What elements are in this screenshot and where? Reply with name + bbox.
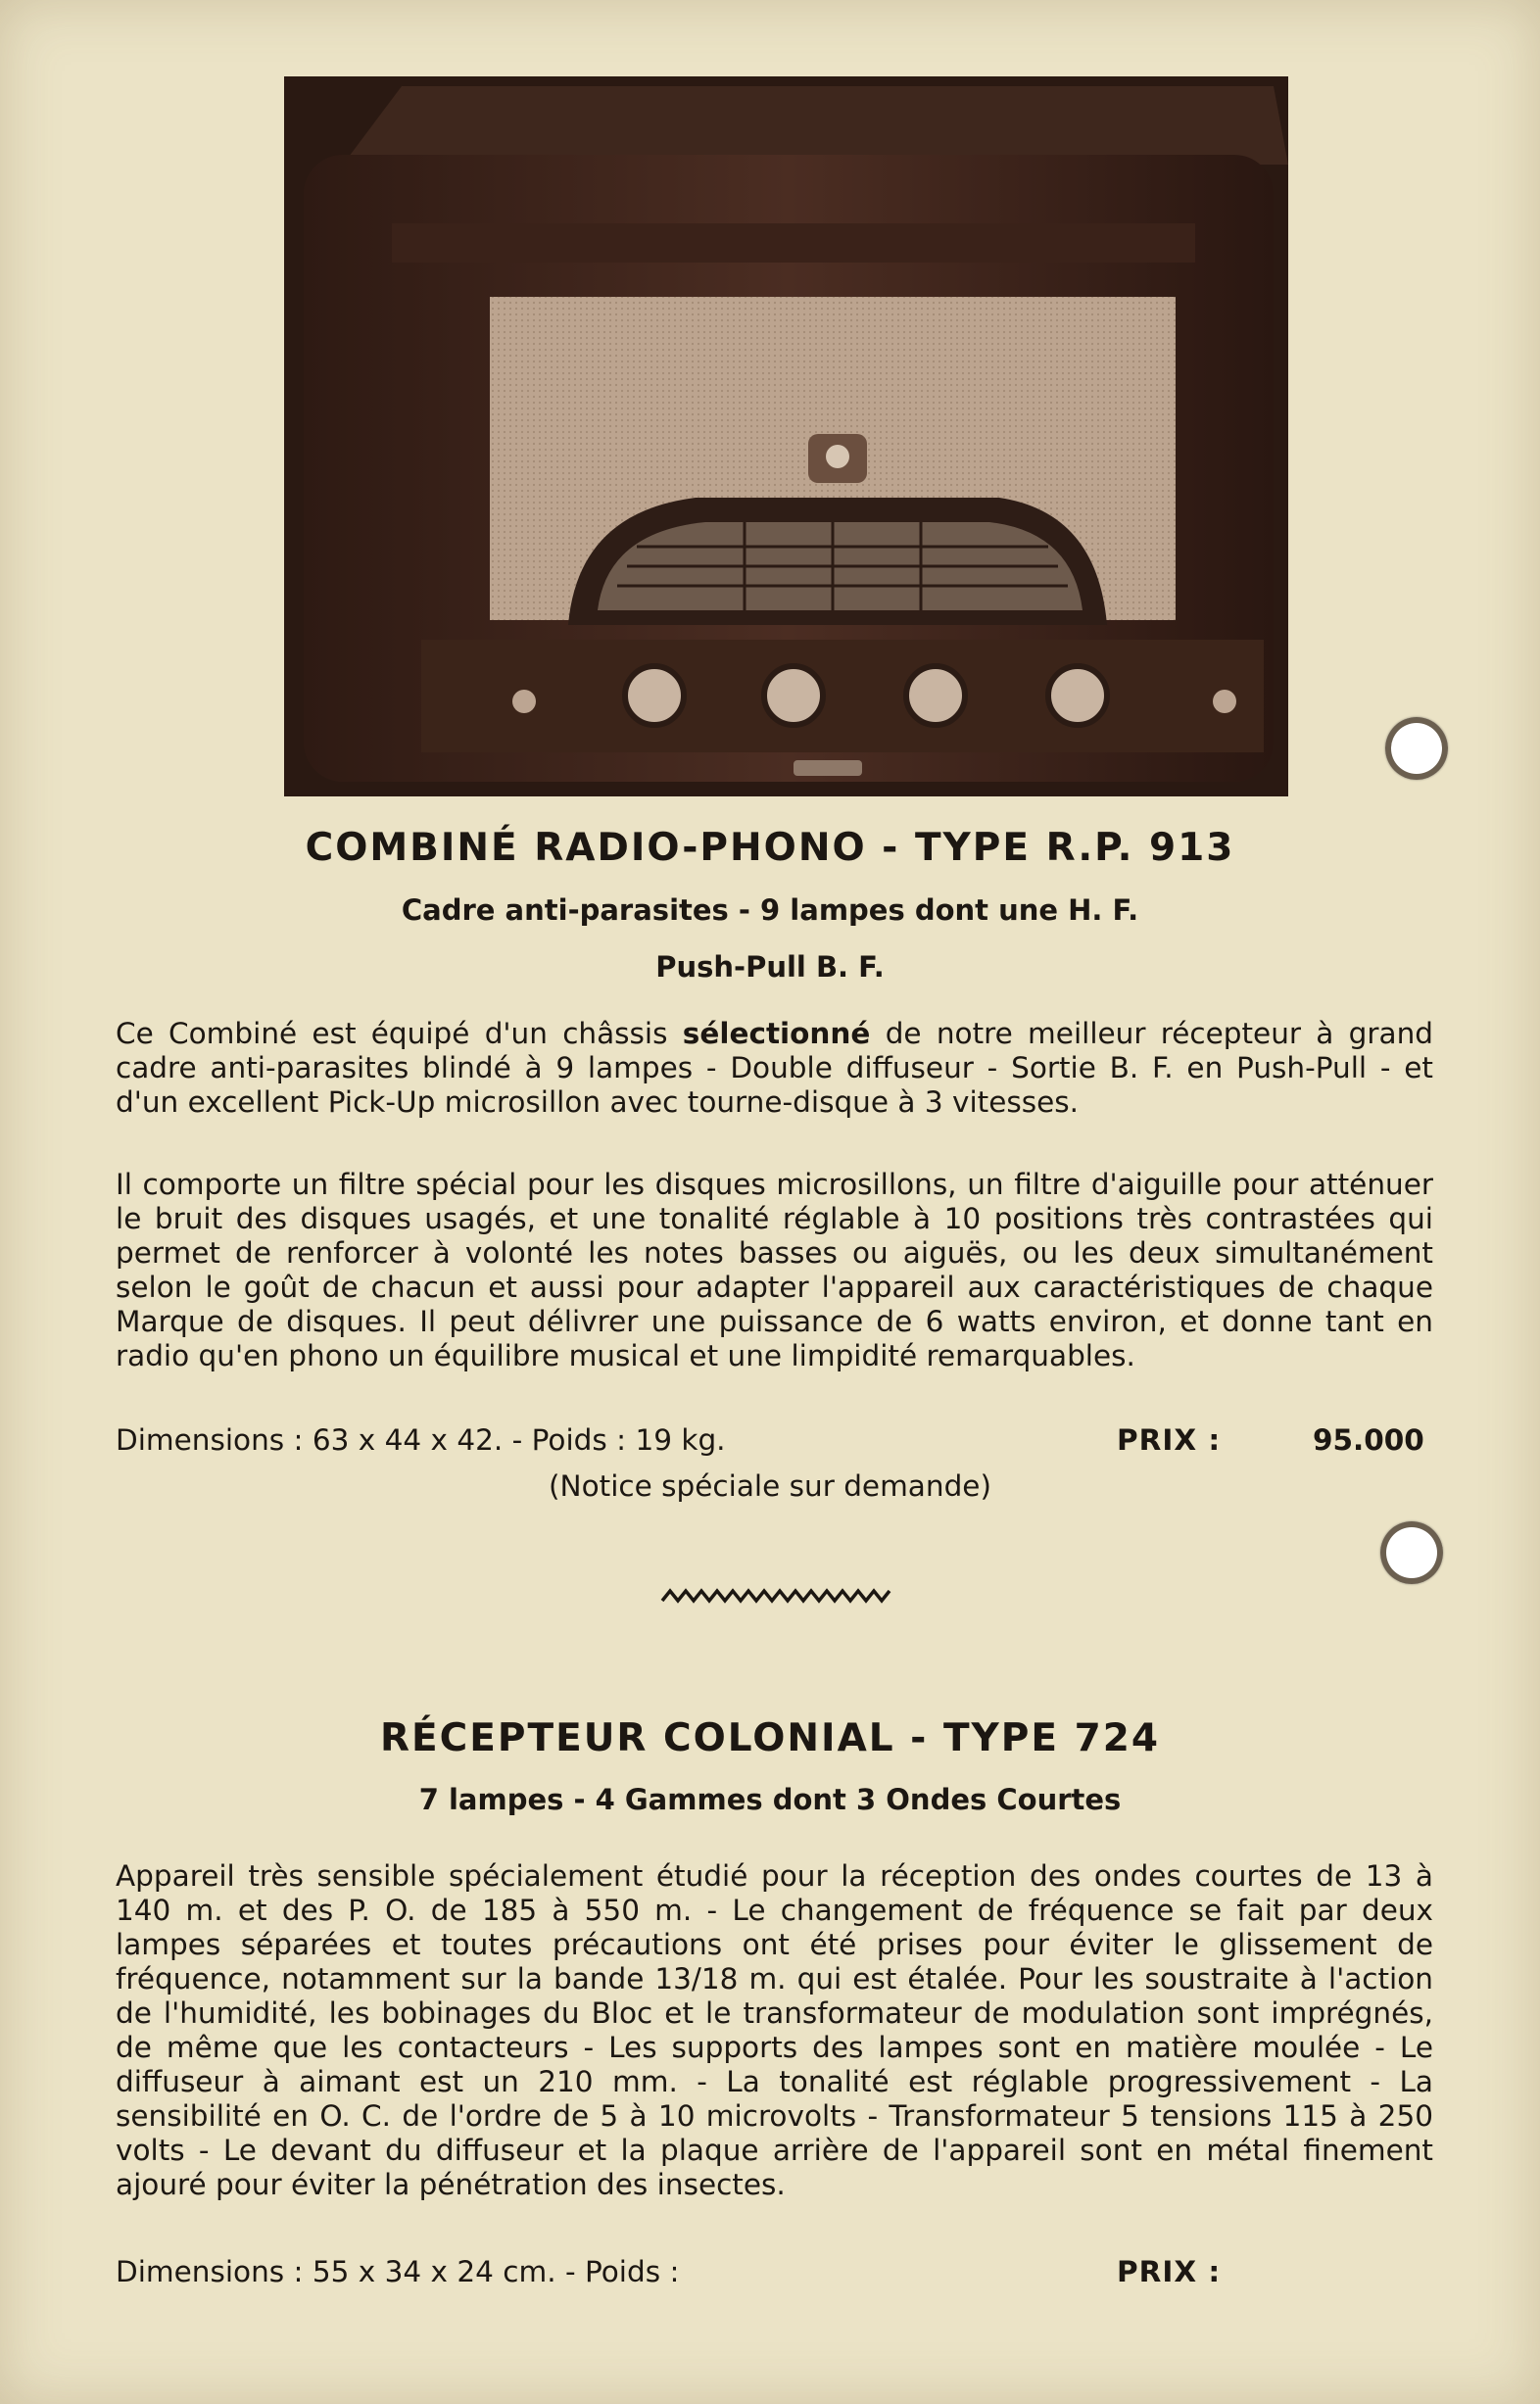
radio-phono-price-label: PRIX :: [1117, 1423, 1222, 1457]
radio-phono-paragraph-2: Il comporte un filtre spécial pour les disques microsillons, un filtre d'aiguille pour atténuer le bruit des disques usagés, et une tonalité réglable à 10 positions très contrastées qui permet de renforcer à volonté les notes basses ou aiguës, ou les deux simultanément selon le goût de chacun et aussi pour adapter l'appareil aux caractéristiques de chaque Marque de disques. Il peut délivrer une puissance de 6 watts environ, et donne tant en radio qu'en phono un équilibre musical et une limpidité remarquables.: [116, 1168, 1433, 1372]
radio-phono-notice: (Notice spéciale sur demande): [549, 1469, 991, 1503]
paragraph-text: Ce Combiné est équipé d'un châssis: [116, 1017, 683, 1050]
radio-phono-subtitle-1: Cadre anti-parasites - 9 lampes dont une H. F.: [401, 893, 1139, 927]
radio-phono-paragraph-1: [116, 1017, 1433, 1120]
punch-hole: [1385, 717, 1448, 780]
paragraph-emphasis: sélectionné: [682, 1017, 871, 1050]
radio-phono-subtitle-2: Push-Pull B. F.: [655, 950, 885, 984]
radio-phono-price-value: 95.000: [1313, 1423, 1424, 1457]
colonial-dimensions: Dimensions : 55 x 34 x 24 cm. - Poids :: [116, 2255, 680, 2288]
radio-photo: [284, 76, 1288, 796]
colonial-subtitle: 7 lampes - 4 Gammes dont 3 Ondes Courtes: [418, 1783, 1122, 1816]
paragraph-text: de notre meilleur récepteur à grand cadre anti-parasites blindé à 9 lampes - Double diffuseur - Sortie B. F. en Push-Pull - et d'un excellent Pick-Up microsillon avec tourne-disque à 3 vitesses.: [116, 1017, 1433, 1119]
punch-hole: [1380, 1521, 1443, 1584]
radio-phono-title: COMBINÉ RADIO-PHONO - TYPE R.P. 913: [305, 826, 1235, 870]
colonial-paragraph: Appareil très sensible spécialement étudié pour la réception des ondes courtes de 13 à 140 m. et des P. O. de 185 à 550 m. - Le changement de fréquence se fait par deux lampes séparées et toutes précautions ont été prises pour éviter le glissement de fréquence, notamment sur la bande 13/18 m. qui est étalée. Pour les soustraite à l'action de l'humidité, les bobinages du Bloc et le transformateur de modulation sont imprégnés, de même que les contacteurs - Les supports des lampes sont en matière moulée - Le diffuseur à aimant est un 210 mm. - La tonalité est réglable progressivement - La sensibilité en O. C. de l'ordre de 5 à 10 microvolts - Transformateur 5 tensions 115 à 250 volts - Le devant du diffuseur et la plaque arrière de l'appareil sont en métal finement ajouré pour éviter la pénétration des insectes.: [116, 1859, 1433, 2201]
colonial-price-label: PRIX :: [1117, 2255, 1222, 2288]
colonial-title: RÉCEPTEUR COLONIAL - TYPE 724: [379, 1716, 1160, 1760]
radio-phono-dimensions: Dimensions : 63 x 44 x 42. - Poids : 19 kg.: [116, 1423, 726, 1457]
wavy-divider: [660, 1585, 891, 1607]
